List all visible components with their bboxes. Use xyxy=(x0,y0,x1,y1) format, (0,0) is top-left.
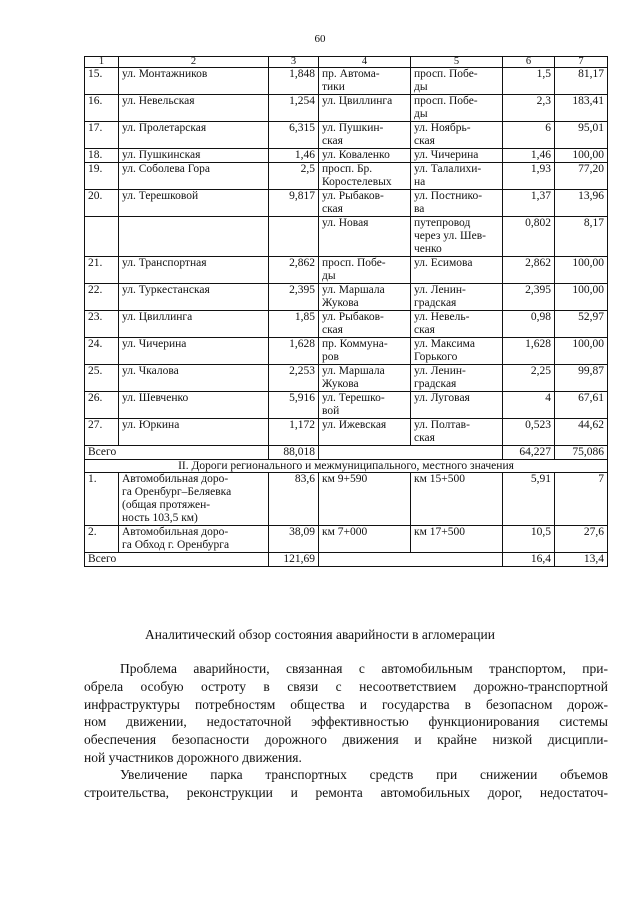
text-line: ном движении, недостаточной эффективностью функционирования системы xyxy=(84,714,608,730)
value-col6: 1,46 xyxy=(503,149,555,163)
road-length: 2,862 xyxy=(269,257,319,284)
road-name: Автомобильная доро- га Оренбург–Беляевка (общая протяжен- ность 103,5 км) xyxy=(119,473,269,526)
value-col7: 8,17 xyxy=(555,217,608,257)
col-header: 6 xyxy=(503,57,555,68)
value-col6: 6 xyxy=(503,122,555,149)
segment-end: км 15+500 xyxy=(411,473,503,526)
text-line: ной участников дорожного движения. xyxy=(84,749,302,765)
value-col7: 100,00 xyxy=(555,257,608,284)
road-name: ул. Цвиллинга xyxy=(119,311,269,338)
table-row xyxy=(85,392,608,419)
segment-end: путепровод через ул. Шев- ченко xyxy=(411,217,503,257)
value-col7: 183,41 xyxy=(555,95,608,122)
row-number: 24. xyxy=(85,338,119,365)
table-row xyxy=(85,95,608,122)
row-number: 2. xyxy=(85,526,119,553)
total-label: Всего xyxy=(85,553,269,567)
table-row xyxy=(85,149,608,163)
value-col7: 81,17 xyxy=(555,68,608,95)
total-col7: 13,4 xyxy=(555,553,608,567)
road-length: 9,817 xyxy=(269,190,319,217)
total-empty xyxy=(319,553,503,567)
total-length: 121,69 xyxy=(269,553,319,567)
section-title: II. Дороги регионального и межмуниципального, местного значения xyxy=(85,460,608,473)
road-name xyxy=(119,217,269,257)
total-length: 88,018 xyxy=(269,446,319,460)
road-length: 1,848 xyxy=(269,68,319,95)
col-header: 4 xyxy=(319,57,411,68)
value-col7: 13,96 xyxy=(555,190,608,217)
road-length: 1,254 xyxy=(269,95,319,122)
road-name: ул. Терешковой xyxy=(119,190,269,217)
total-empty xyxy=(319,446,503,460)
value-col6: 2,25 xyxy=(503,365,555,392)
road-length: 1,85 xyxy=(269,311,319,338)
segment-start: ул. Маршала Жукова xyxy=(319,365,411,392)
value-col6: 0,523 xyxy=(503,419,555,446)
table-row xyxy=(85,365,608,392)
road-name: ул. Невельская xyxy=(119,95,269,122)
segment-start: ул. Терешко- вой xyxy=(319,392,411,419)
segment-end: просп. Побе- ды xyxy=(411,95,503,122)
segment-start: просп. Побе- ды xyxy=(319,257,411,284)
road-length: 1,628 xyxy=(269,338,319,365)
road-length: 38,09 xyxy=(269,526,319,553)
value-col6: 1,628 xyxy=(503,338,555,365)
value-col7: 44,62 xyxy=(555,419,608,446)
value-col7: 7 xyxy=(555,473,608,526)
total-label: Всего xyxy=(85,446,269,460)
road-name: ул. Транспортная xyxy=(119,257,269,284)
table-row xyxy=(85,526,608,553)
segment-end: ул. Ленин- градская xyxy=(411,284,503,311)
table-row xyxy=(85,190,608,217)
value-col7: 27,6 xyxy=(555,526,608,553)
segment-end: ул. Есимова xyxy=(411,257,503,284)
segment-start: ул. Рыбаков- ская xyxy=(319,190,411,217)
segment-start: км 7+000 xyxy=(319,526,411,553)
road-length: 5,916 xyxy=(269,392,319,419)
segment-start: ул. Цвиллинга xyxy=(319,95,411,122)
segment-end: ул. Ноябрь- ская xyxy=(411,122,503,149)
road-name: ул. Чичерина xyxy=(119,338,269,365)
road-name: Автомобильная доро- га Обход г. Оренбурга xyxy=(119,526,269,553)
value-col7: 100,00 xyxy=(555,149,608,163)
road-name: ул. Пушкинская xyxy=(119,149,269,163)
table-row xyxy=(85,122,608,149)
col-header: 3 xyxy=(269,57,319,68)
segment-end: ул. Ленин- градская xyxy=(411,365,503,392)
section-row xyxy=(85,460,608,473)
value-col6: 0,802 xyxy=(503,217,555,257)
paragraph-vehicle-fleet xyxy=(84,766,608,802)
road-name: ул. Пролетарская xyxy=(119,122,269,149)
value-col6: 1,5 xyxy=(503,68,555,95)
value-col7: 52,97 xyxy=(555,311,608,338)
road-name: ул. Монтажников xyxy=(119,68,269,95)
col-header: 1 xyxy=(85,57,119,68)
road-name: ул. Соболева Гора xyxy=(119,163,269,190)
row-number: 20. xyxy=(85,190,119,217)
total-col6: 64,227 xyxy=(503,446,555,460)
col-header: 2 xyxy=(119,57,269,68)
segment-end: ул. Невель- ская xyxy=(411,311,503,338)
col-header: 5 xyxy=(411,57,503,68)
value-col6: 10,5 xyxy=(503,526,555,553)
row-number: 26. xyxy=(85,392,119,419)
row-number: 15. xyxy=(85,68,119,95)
segment-start: ул. Ижевская xyxy=(319,419,411,446)
table-row xyxy=(85,257,608,284)
row-number: 21. xyxy=(85,257,119,284)
value-col7: 99,87 xyxy=(555,365,608,392)
road-length: 1,46 xyxy=(269,149,319,163)
segment-start: просп. Бр. Коростелевых xyxy=(319,163,411,190)
total-col6: 16,4 xyxy=(503,553,555,567)
segment-start: ул. Новая xyxy=(319,217,411,257)
value-col7: 67,61 xyxy=(555,392,608,419)
row-number: 16. xyxy=(85,95,119,122)
segment-end: просп. Побе- ды xyxy=(411,68,503,95)
table-row xyxy=(85,311,608,338)
road-length: 2,253 xyxy=(269,365,319,392)
segment-end: ул. Постнико- ва xyxy=(411,190,503,217)
segment-start: ул. Пушкин- ская xyxy=(319,122,411,149)
value-col6: 5,91 xyxy=(503,473,555,526)
table-row xyxy=(85,68,608,95)
row-number: 23. xyxy=(85,311,119,338)
segment-end: км 17+500 xyxy=(411,526,503,553)
total-row xyxy=(85,446,608,460)
total-col7: 75,086 xyxy=(555,446,608,460)
section-heading: Аналитический обзор состояния аварийности в агломерации xyxy=(145,627,495,642)
road-name: ул. Туркестанская xyxy=(119,284,269,311)
header-row xyxy=(85,57,608,68)
value-col6: 1,37 xyxy=(503,190,555,217)
value-col6: 2,862 xyxy=(503,257,555,284)
row-number: 27. xyxy=(85,419,119,446)
road-length: 6,315 xyxy=(269,122,319,149)
row-number: 18. xyxy=(85,149,119,163)
segment-start: ул. Маршала Жукова xyxy=(319,284,411,311)
row-number: 25. xyxy=(85,365,119,392)
segment-end: ул. Талалихи- на xyxy=(411,163,503,190)
road-length xyxy=(269,217,319,257)
road-length: 1,172 xyxy=(269,419,319,446)
road-length: 2,395 xyxy=(269,284,319,311)
segment-end: ул. Луговая xyxy=(411,392,503,419)
paragraph-accidents xyxy=(84,660,608,767)
value-col7: 100,00 xyxy=(555,284,608,311)
segment-start: ул. Рыбаков- ская xyxy=(319,311,411,338)
segment-start: пр. Коммуна- ров xyxy=(319,338,411,365)
segment-start: пр. Автома- тики xyxy=(319,68,411,95)
table-row xyxy=(85,419,608,446)
value-col7: 100,00 xyxy=(555,338,608,365)
roads-table xyxy=(84,56,608,567)
table-row xyxy=(85,217,608,257)
segment-end: ул. Полтав- ская xyxy=(411,419,503,446)
row-number xyxy=(85,217,119,257)
segment-end: ул. Максима Горького xyxy=(411,338,503,365)
page-number: 60 xyxy=(314,33,326,45)
text-line: Увеличение парка транспортных средств при снижении объемов xyxy=(120,767,608,782)
road-length: 83,6 xyxy=(269,473,319,526)
text-line: обрела особую остроту в связи с несоответствием дорожно-транспортной xyxy=(84,678,608,694)
row-number: 19. xyxy=(85,163,119,190)
value-col6: 1,93 xyxy=(503,163,555,190)
segment-start: км 9+590 xyxy=(319,473,411,526)
value-col7: 77,20 xyxy=(555,163,608,190)
segment-start: ул. Коваленко xyxy=(319,149,411,163)
row-number: 1. xyxy=(85,473,119,526)
road-name: ул. Шевченко xyxy=(119,392,269,419)
table-row xyxy=(85,163,608,190)
table-row xyxy=(85,284,608,311)
value-col6: 2,395 xyxy=(503,284,555,311)
road-name: ул. Чкалова xyxy=(119,365,269,392)
road-name: ул. Юркина xyxy=(119,419,269,446)
value-col6: 0,98 xyxy=(503,311,555,338)
col-header: 7 xyxy=(555,57,608,68)
text-line: обеспечения безопасности дорожного движения и крайне низкой дисципли- xyxy=(84,732,608,748)
row-number: 17. xyxy=(85,122,119,149)
value-col6: 2,3 xyxy=(503,95,555,122)
total-row xyxy=(85,553,608,567)
value-col7: 95,01 xyxy=(555,122,608,149)
table-row xyxy=(85,338,608,365)
table-row xyxy=(85,473,608,526)
text-line: Проблема аварийности, связанная с автомобильным транспортом, при- xyxy=(120,661,608,676)
text-line: строительства, реконструкции и ремонта автомобильных дорог, недостаточ- xyxy=(84,784,608,800)
segment-end: ул. Чичерина xyxy=(411,149,503,163)
row-number: 22. xyxy=(85,284,119,311)
value-col6: 4 xyxy=(503,392,555,419)
text-line: инфраструктуры потребностям общества и государства в безопасном дорож- xyxy=(84,696,608,712)
road-length: 2,5 xyxy=(269,163,319,190)
